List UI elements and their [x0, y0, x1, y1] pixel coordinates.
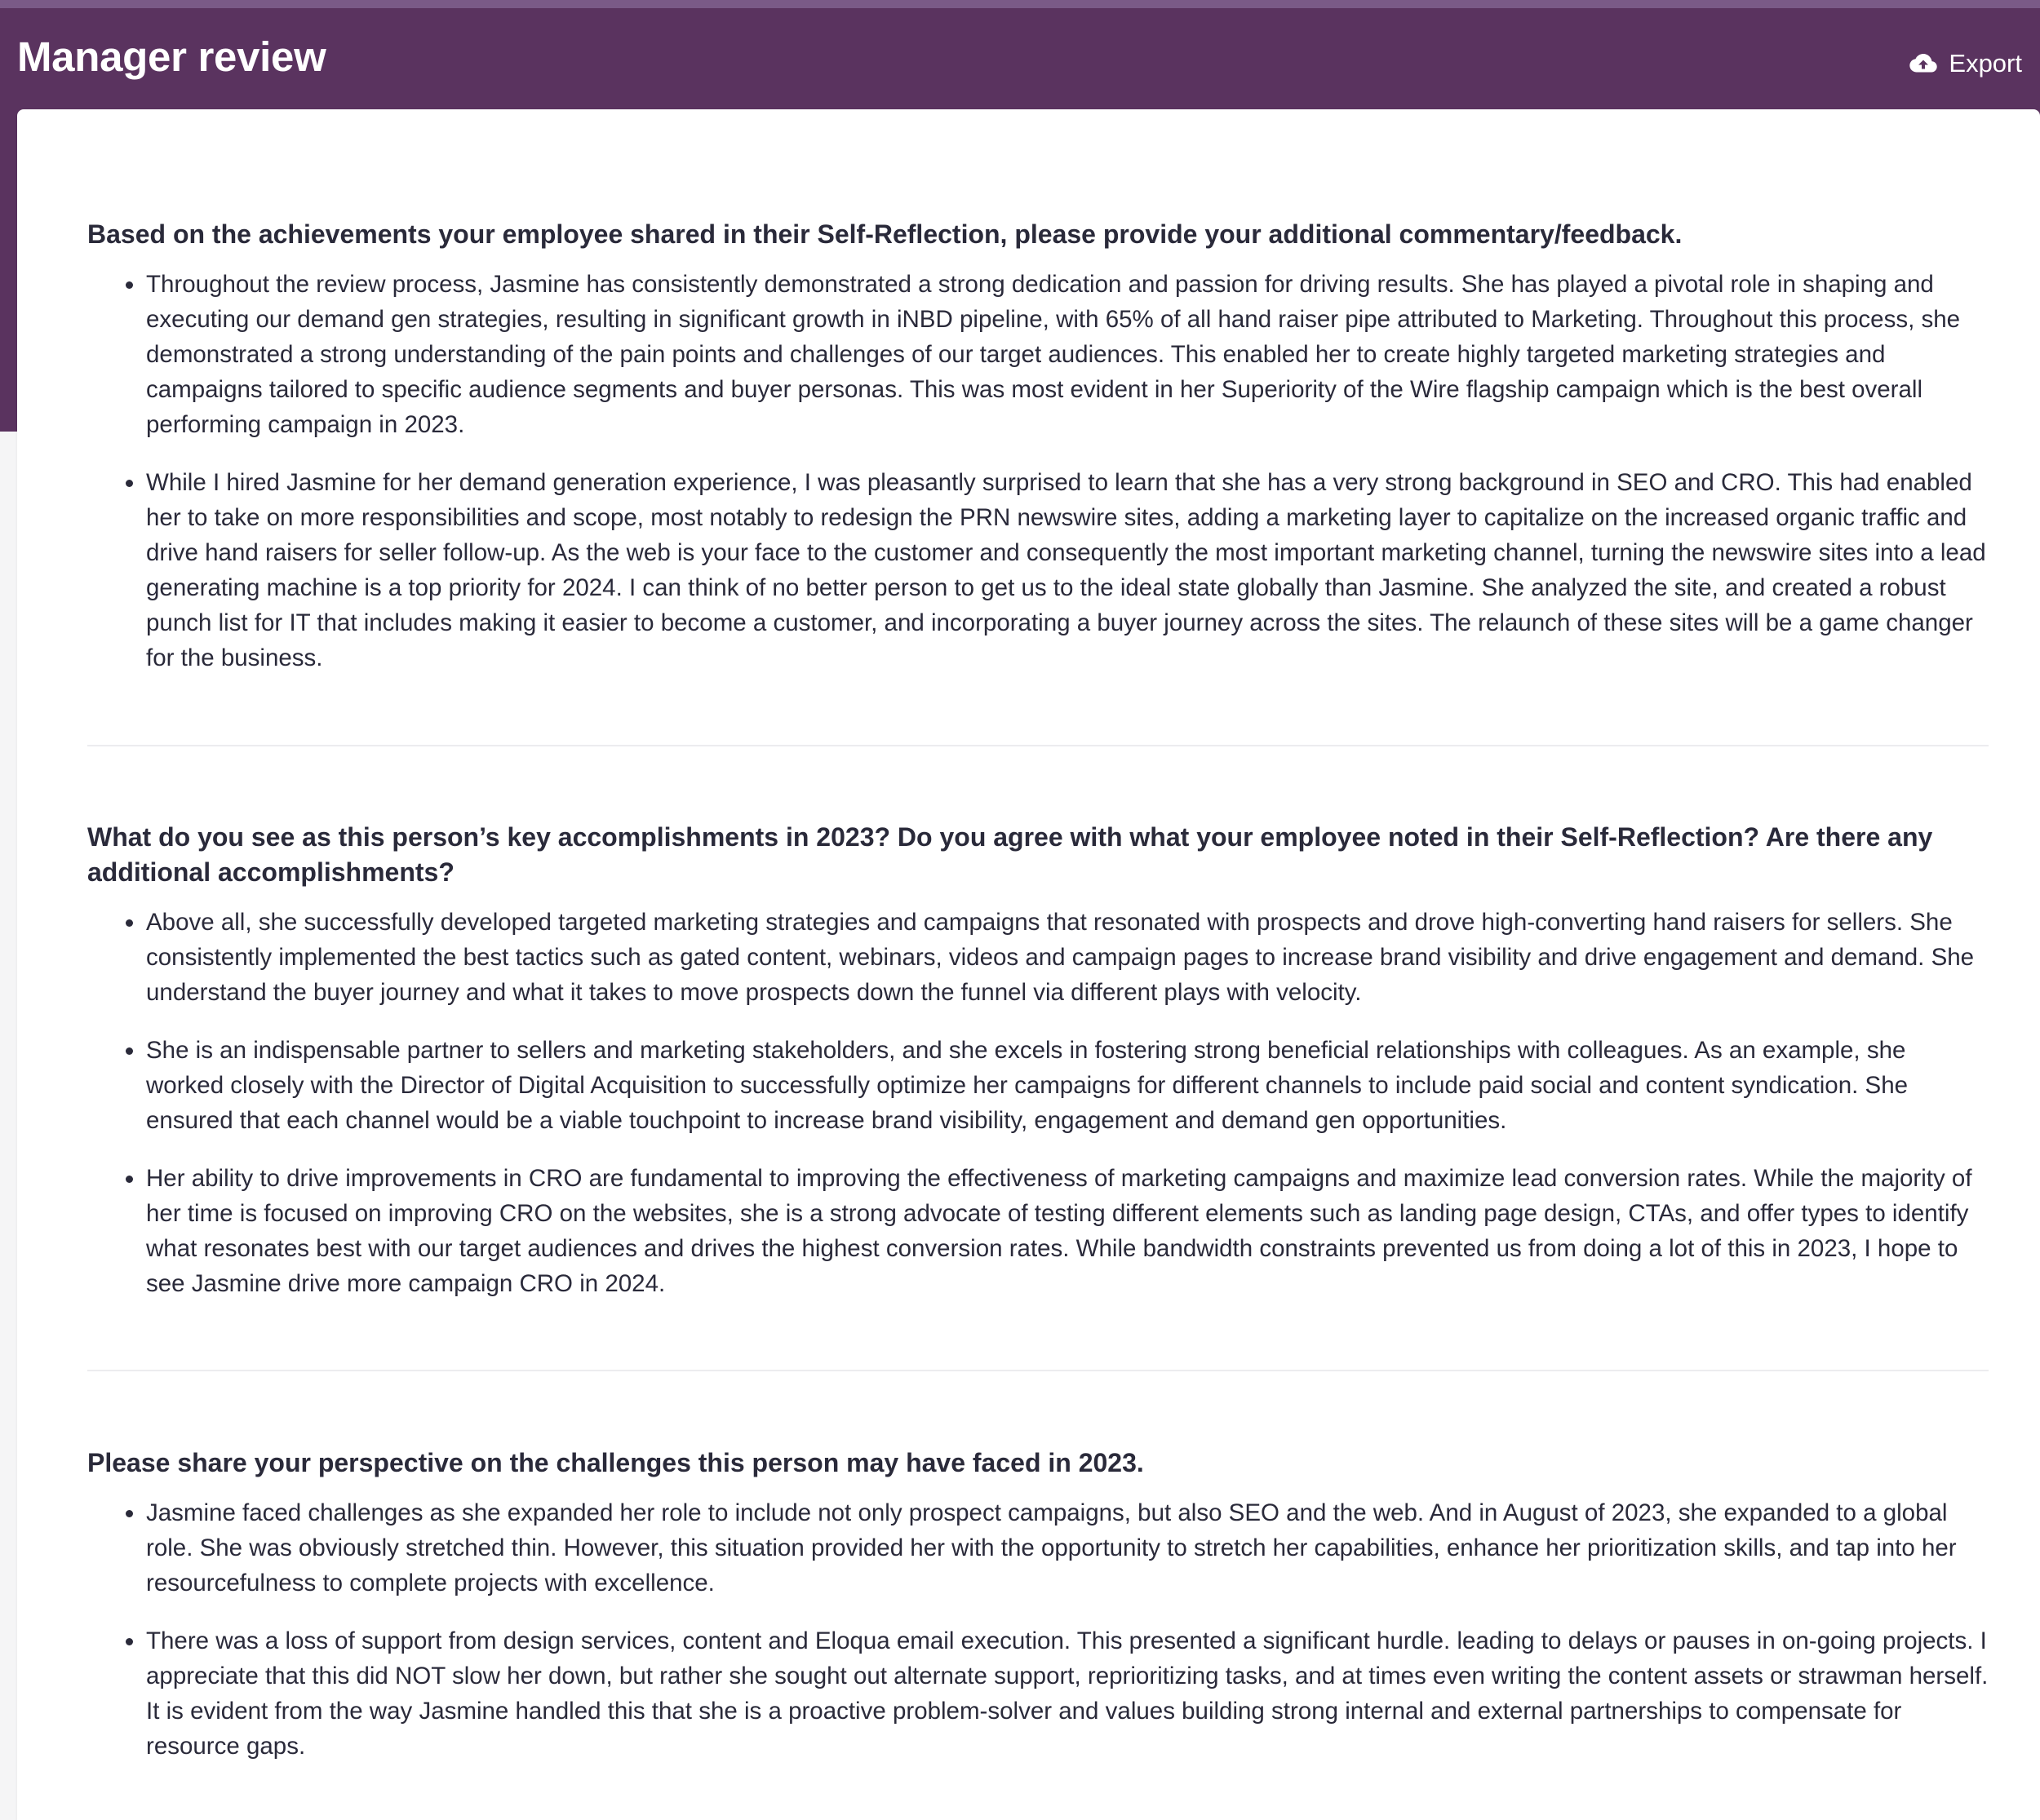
answer-list	[87, 1495, 1989, 1764]
section-question: Based on the achievements your employee shared in their Self-Reflection, please provide your additional commentary/feedback.	[87, 219, 1683, 249]
cloud-upload-icon	[1909, 53, 1937, 74]
section-question: What do you see as this person’s key accomplishments in 2023? Do you agree with what your employee noted in their Self-Reflection? Are there any additional accomplishments?	[87, 822, 1933, 887]
answer-item: Jasmine faced challenges as she expanded her role to include not only prospect campaigns, but also SEO and the web. And in August of 2023, she expanded to a global role. She was obviously stretched thin. However, this situation provided her with the opportunity to stretch her capabilities, enhance her prioritization skills, and tap into her resourcefulness to complete projects with excellence.	[146, 1495, 1989, 1601]
answer-item: While I hired Jasmine for her demand generation experience, I was pleasantly surprised to learn that she has a very strong background in SEO and CRO. This had enabled her to take on more responsibilities and scope, most notably to redesign the PRN newswire sites, adding a marketing layer to capitalize on the increased organic traffic and drive hand raisers for seller follow-up. As the web is your face to the customer and consequently the most important marketing channel, turning the newswire sites into a lead generating machine is a top priority for 2024. I can think of no better person to get us to the ideal state globally than Jasmine. She analyzed the site, and created a robust punch list for IT that includes making it easier to become a customer, and incorporating a buyer journey across the sites. The relaunch of these sites will be a game changer for the business.	[146, 465, 1989, 675]
export-label: Export	[1949, 49, 2022, 77]
review-card	[17, 109, 2040, 1820]
answer-item: There was a loss of support from design services, content and Eloqua email execution. This presented a significant hurdle. leading to delays or pauses in on-going projects. I appreciate that this did NOT slow her down, but rather she sought out alternate support, reprioritizing tasks, and at times even writing the content assets or strawman herself. It is evident from the way Jasmine handled this that she is a proactive problem-solver and values building strong internal and external partnerships to compensate for resource gaps.	[146, 1623, 1989, 1764]
review-section-feedback	[87, 217, 1989, 698]
answer-item: Above all, she successfully developed targeted marketing strategies and campaigns that resonated with prospects and drove high-converting hand raisers for sellers. She consistently implemented the best tactics such as gated content, webinars, videos and campaign pages to increase brand visibility and drive engagement and demand. She understand the buyer journey and what it takes to move prospects down the funnel via different plays with velocity.	[146, 905, 1989, 1010]
header-bar	[0, 8, 2040, 109]
answer-item: She is an indispensable partner to sellers and marketing stakeholders, and she excels in fostering strong beneficial relationships with colleagues. As an example, she worked closely with the Director of Digital Acquisition to successfully optimize her campaigns for different channels to include paid social and content syndication. She ensured that each channel would be a viable touchpoint to increase brand visibility, engagement and demand gen opportunities.	[146, 1033, 1989, 1138]
section-divider	[87, 745, 1989, 746]
review-section-challenges	[87, 1446, 1989, 1787]
answer-item: Her ability to drive improvements in CRO are fundamental to improving the effectiveness of marketing campaigns and maximize lead conversion rates. While the majority of her time is focused on improving CRO on the websites, she is a strong advocate of testing different elements such as landing page design, CTAs, and offer types to identify what resonates best with our target audiences and drives the highest conversion rates. While bandwidth constraints prevented us from doing a lot of this in 2023, I hope to see Jasmine drive more campaign CRO in 2024.	[146, 1161, 1989, 1301]
export-button[interactable]	[1909, 49, 2022, 78]
answer-list	[87, 267, 1989, 675]
header-accent-line	[0, 0, 2040, 8]
answer-item: Throughout the review process, Jasmine has consistently demonstrated a strong dedication and passion for driving results. She has played a pivotal role in shaping and executing our demand gen strategies, resulting in significant growth in iNBD pipeline, with 65% of all hand raiser pipe attributed to Marketing. Throughout this process, she demonstrated a strong understanding of the pain points and challenges of our target audiences. This enabled her to create highly targeted marketing strategies and campaigns tailored to specific audience segments and buyer personas. This was most evident in her Superiority of the Wire flagship campaign which is the best overall performing campaign in 2023.	[146, 267, 1989, 442]
section-divider	[87, 1370, 1989, 1371]
answer-list	[87, 905, 1989, 1301]
review-section-accomplishments	[87, 820, 1989, 1324]
page-title: Manager review	[17, 33, 326, 80]
section-question: Please share your perspective on the challenges this person may have faced in 2023.	[87, 1448, 1144, 1477]
